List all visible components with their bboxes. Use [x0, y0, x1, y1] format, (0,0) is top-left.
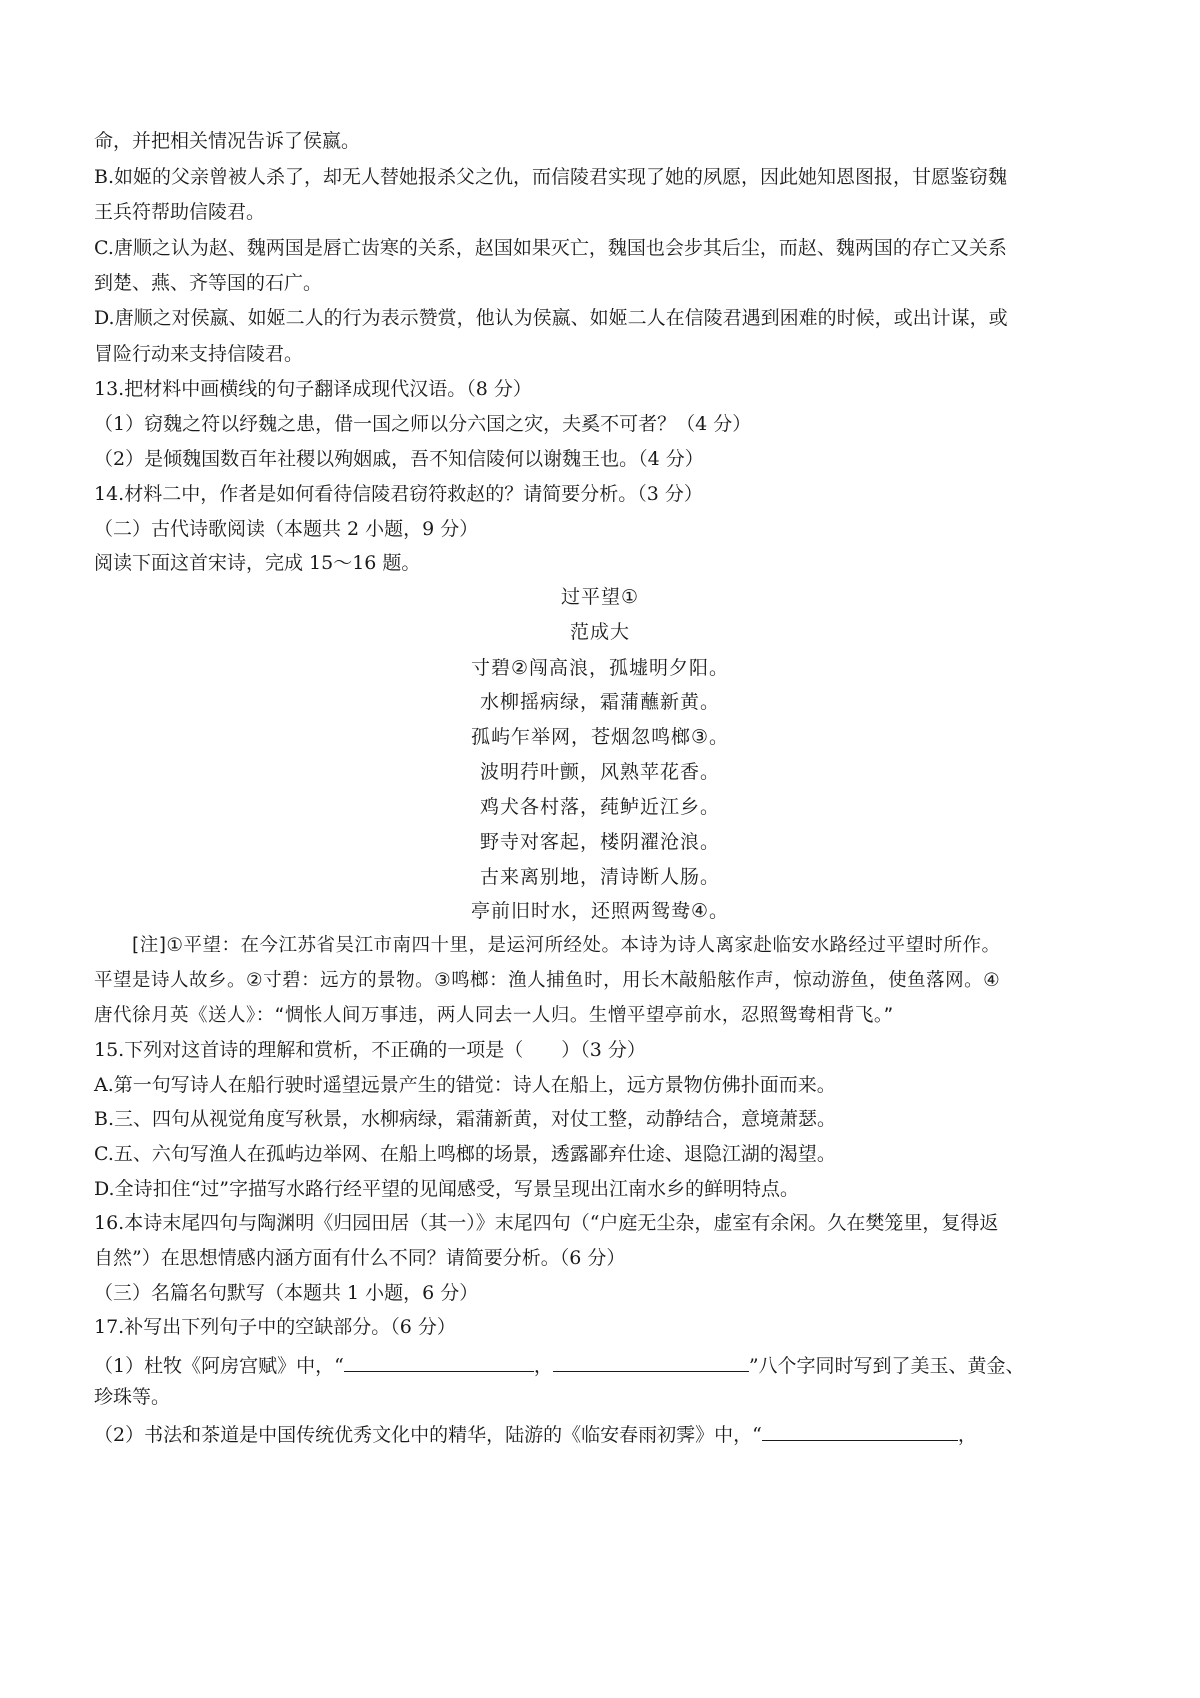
question-17-part-1-prefix: （1）杜牧《阿房宫赋》中，“ — [94, 1355, 344, 1377]
answer-blank[interactable] — [553, 1353, 749, 1372]
question-13-part-2: （2）是倾魏国数百年社稷以殉姻戚，吾不知信陵何以谢魏王也。（4 分） — [94, 448, 704, 470]
option-b-line-2: 王兵符帮助信陵君。 — [94, 201, 266, 223]
poem-note-line-2: 平望是诗人故乡。②寸碧：远方的景物。③鸣榔：渔人捕鱼时，用长木敲船舷作声，惊动游鱼，使鱼落网。④ — [94, 970, 1001, 991]
section-3-heading: （三）名篇名句默写（本题共 1 小题，6 分） — [94, 1282, 479, 1304]
poem-line: 野寺对客起，楼阴濯沧浪。 — [479, 831, 720, 853]
option-c-line-2: 到楚、燕、齐等国的石广。 — [94, 272, 323, 294]
poem-title: 过平望① — [560, 586, 640, 608]
question-13-part-1: （1）窃魏之符以纾魏之患，借一国之师以分六国之灾，夫奚不可者？（4 分） — [94, 413, 752, 435]
poem-line: 水柳摇病绿，霜蒲蘸新黄。 — [479, 691, 720, 713]
poem-note-line-1: [注]①平望：在今江苏省吴江市南四十里，是运河所经处。本诗为诗人离家赴临安水路经过平望时所作。 — [132, 935, 1001, 956]
poem-line: 寸碧②闯高浪，孤墟明夕阳。 — [470, 657, 730, 679]
section-2-heading: （二）古代诗歌阅读（本题共 2 小题，9 分） — [94, 518, 479, 540]
option-b-line-1: B.如姬的父亲曾被人杀了，却无人替她报杀父之仇，而信陵君实现了她的夙愿，因此她知恩图报，甘愿鉴窃魏 — [94, 166, 1008, 188]
question-17-part-1-suffix: ”八个字同时写到了美玉、黄金、 — [748, 1355, 1025, 1377]
poem-line: 古来离别地，清诗断人肠。 — [479, 866, 720, 888]
question-15-option-b: B.三、四句从视觉角度写秋景，水柳病绿，霜蒲新黄，对仗工整，动静结合，意境萧瑟。 — [94, 1108, 837, 1130]
poem-line: 鸡犬各村落，莼鲈近江乡。 — [479, 796, 720, 818]
poem-line: 孤屿乍举网，苍烟忽鸣榔③。 — [470, 726, 730, 748]
option-c-line-1: C.唐顺之认为赵、魏两国是唇亡齿寒的关系，赵国如果灭亡，魏国也会步其后尘，而赵、魏两国的存亡又关系 — [94, 237, 1007, 259]
poem-author: 范成大 — [569, 621, 630, 643]
question-15-option-a: A.第一句写诗人在船行驶时遥望远景产生的错觉：诗人在船上，远方景物仿佛扑面而来。 — [94, 1074, 836, 1096]
poem-line: 波明荇叶颤，风熟苹花香。 — [479, 761, 720, 783]
question-17: 17.补写出下列句子中的空缺部分。（6 分） — [94, 1316, 456, 1338]
question-17-part-1-sep: ， — [533, 1355, 553, 1377]
reading-intro: 阅读下面这首宋诗，完成 15～16 题。 — [94, 552, 421, 574]
question-13: 13.把材料中画横线的句子翻译成现代汉语。（8 分） — [94, 378, 532, 400]
question-17-part-2-prefix: （2）书法和茶道是中国传统优秀文化中的精华，陆游的《临安春雨初霁》中，“ — [94, 1424, 762, 1446]
poem-note-line-3: 唐代徐月英《送人》：“惆怅人间万事违，两人同去一人归。生憎平望亭前水，忍照鸳鸯相背飞。” — [94, 1005, 894, 1026]
question-17-part-2 — [94, 1422, 977, 1445]
option-d-line-1: D.唐顺之对侯嬴、如姬二人的行为表示赞赏，他认为侯嬴、如姬二人在信陵君遇到困难的时候，或出计谋，或 — [94, 307, 1008, 329]
question-16-line-1: 16.本诗末尾四句与陶渊明《归园田居（其一）》末尾四句（“户庭无尘杂，虚室有余闲。久在樊笼里，复得返 — [94, 1212, 999, 1234]
question-17-part-1 — [94, 1353, 1025, 1376]
question-16-line-2: 自然”）在思想情感内涵方面有什么不同？请简要分析。（6 分） — [94, 1247, 626, 1269]
answer-blank[interactable] — [344, 1353, 534, 1372]
question-15: 15.下列对这首诗的理解和赏析，不正确的一项是（ ）（3 分） — [94, 1039, 646, 1061]
option-a-continuation: 命，并把相关情况告诉了侯嬴。 — [94, 130, 361, 152]
question-15-option-c: C.五、六句写渔人在孤屿边举网、在船上鸣榔的场景，透露鄙弃仕途、退隐江湖的渴望。 — [94, 1143, 836, 1165]
question-17-part-1-continuation: 珍珠等。 — [94, 1386, 171, 1408]
poem-line: 亭前旧时水，还照两鸳鸯④。 — [470, 900, 730, 922]
question-17-part-2-suffix: ， — [957, 1424, 977, 1446]
question-15-option-d: D.全诗扣住“过”字描写水路行经平望的见闻感受，写景呈现出江南水乡的鲜明特点。 — [94, 1178, 800, 1200]
answer-blank[interactable] — [762, 1422, 958, 1441]
question-14: 14.材料二中，作者是如何看待信陵君窃符救赵的？请简要分析。（3 分） — [94, 483, 703, 505]
option-d-line-2: 冒险行动来支持信陵君。 — [94, 343, 304, 365]
